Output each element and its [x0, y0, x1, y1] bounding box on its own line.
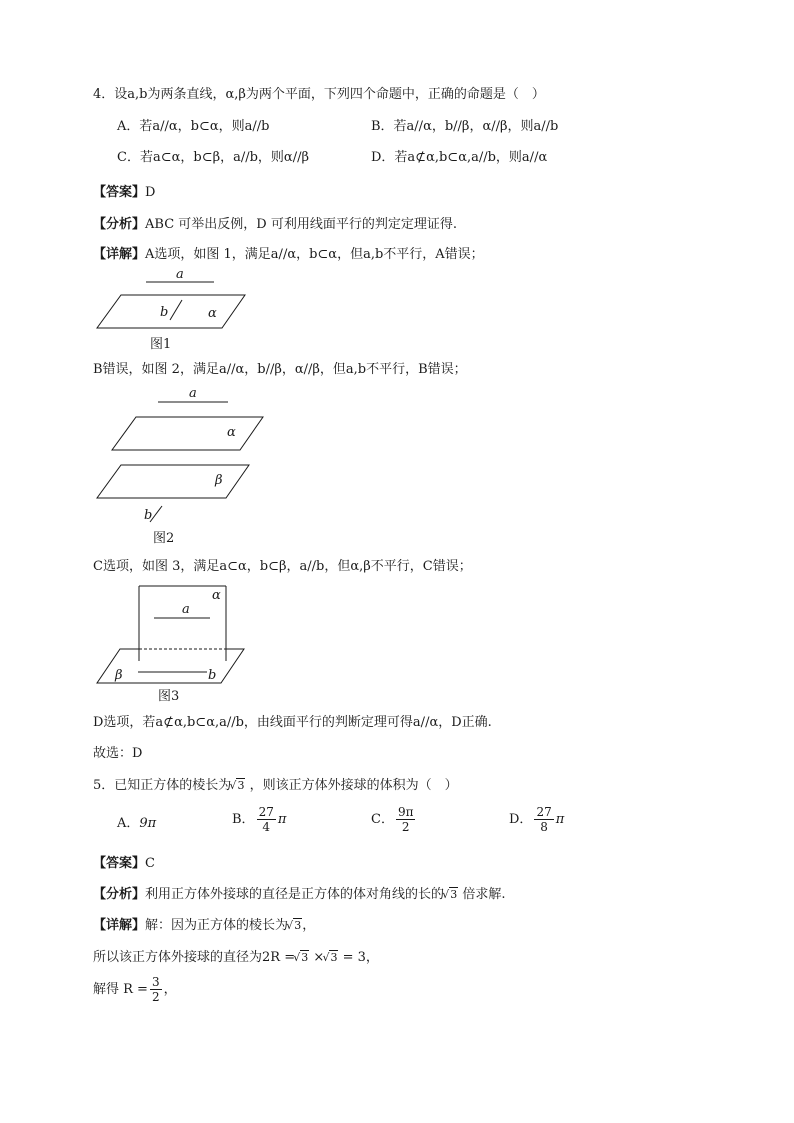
q5-option-c-label: C．: [371, 812, 394, 827]
q5-stem-post: ，则该正方体外接球的体积为（ ）: [249, 778, 458, 793]
analysis-text: ABC 可举出反例，D 可利用线面平行的判定定理证得.: [145, 217, 457, 232]
q5-option-d-num: 27: [536, 805, 552, 819]
q5-line3-den: 2: [151, 990, 160, 1004]
q4-option-b: B．若a//α，b//β，α//β，则a//b: [371, 119, 559, 134]
detail-tag: 【详解】: [93, 247, 146, 262]
answer-value: D: [145, 185, 156, 200]
detail-a-text: A选项，如图 1，满足a//α，b⊂α，但a,b不平行，A错误；: [145, 247, 484, 262]
q5-option-b: [232, 805, 286, 834]
q5-option-b-num: 27: [258, 805, 274, 819]
fig3-caption: 图3: [158, 689, 180, 704]
q5-option-b-suffix: π: [277, 812, 287, 827]
q4-choose: 故选：D: [93, 746, 143, 761]
q5-line2-radical-2: √ 3: [329, 950, 338, 964]
q5-line2-times: ×: [313, 950, 325, 965]
fig2-label-b: b: [144, 508, 153, 523]
fig3-label-alpha: α: [212, 588, 221, 603]
q4-option-d: D．若a⊄α,b⊂α,a//b，则a//α: [371, 150, 548, 165]
fig3-label-b: b: [208, 668, 217, 683]
q5-option-c-den: 2: [401, 820, 410, 834]
q5-option-b-fraction: [257, 805, 276, 834]
q5-line2-pre: 所以该正方体外接球的直径为2R =: [93, 950, 296, 965]
analysis-tag: 【分析】: [93, 217, 146, 232]
fig1-label-a: a: [176, 267, 184, 282]
q4-stem: 4．设a,b为两条直线，α,β为两个平面，下列四个命题中，正确的命题是（ ）: [93, 87, 545, 102]
q5-detail-radical: √ 3: [293, 918, 302, 932]
q4-option-a: A．若a//α，b⊂α，则a//b: [117, 119, 270, 134]
q5-option-a: [117, 815, 156, 833]
q5-option-c-num: 9π: [397, 805, 414, 819]
q5-option-a-value: 9π: [139, 816, 157, 831]
q5-answer-tag: 【答案】: [93, 856, 146, 871]
q5-stem-radical: √ 3: [236, 778, 245, 792]
q5-detail: [93, 917, 315, 935]
fig2-label-alpha: α: [227, 425, 236, 440]
fig1-label-b: b: [160, 305, 169, 320]
q5-option-d-label: D．: [509, 812, 533, 827]
q5-option-b-den: 4: [262, 820, 271, 834]
q5-line3-post: ，: [163, 982, 177, 997]
fig2-label-a: a: [189, 386, 197, 401]
q5-analysis-post: 倍求解.: [462, 887, 506, 902]
q5-detail-pre: 解：因为正方体的棱长为: [145, 918, 289, 933]
q5-option-c-fraction: [396, 805, 416, 834]
q5-option-d: [509, 805, 564, 834]
q5-detail-post: ，: [302, 918, 316, 933]
q5-option-a-label: A．: [117, 816, 140, 831]
fig2-caption: 图2: [153, 531, 175, 546]
q5-option-b-label: B．: [232, 812, 255, 827]
q5-option-d-suffix: π: [555, 812, 565, 827]
fig2-label-beta: β: [215, 473, 223, 488]
q5-line3-num: 3: [151, 975, 160, 989]
fig1-label-alpha: α: [208, 306, 217, 321]
q5-option-d-den: 8: [540, 820, 548, 834]
q5-analysis: [93, 886, 505, 904]
answer-tag: 【答案】: [93, 185, 146, 200]
q5-analysis-tag: 【分析】: [93, 887, 146, 902]
q4-detail-b: B错误，如图 2，满足a//α，b//β，α//β，但a,b不平行，B错误；: [93, 362, 467, 377]
q5-option-c: [371, 805, 417, 834]
q5-option-d-fraction: [534, 805, 553, 834]
q5-line2-radical-1: √ 3: [300, 950, 309, 964]
q4-detail-c: C选项，如图 3，满足a⊂α，b⊂β，a//b，但α,β不平行，C错误；: [93, 559, 472, 574]
q5-detail-tag: 【详解】: [93, 918, 146, 933]
q5-stem-pre: 5．已知正方体的棱长为: [93, 778, 232, 793]
q5-diameter-line: [93, 949, 379, 967]
q5-stem: [93, 777, 458, 795]
q5-radius-line: [93, 975, 177, 1004]
q5-answer-value: C: [145, 856, 155, 871]
q5-answer: [93, 855, 155, 873]
q4-option-c: C．若a⊂α，b⊂β，a//b，则α//β: [117, 150, 309, 165]
q5-analysis-pre: 利用正方体外接球的直径是正方体的体对角线的长的: [145, 887, 445, 902]
q5-line2-post: = 3，: [342, 950, 379, 965]
q5-line3-fraction: [150, 975, 162, 1004]
q5-analysis-radical: √ 3: [449, 887, 458, 901]
fig3-label-beta: β: [115, 668, 123, 683]
fig3-label-a: a: [182, 602, 190, 617]
q5-line3-pre: 解得 R =: [93, 982, 148, 997]
q4-detail-d: D选项，若a⊄α,b⊂α,a//b，由线面平行的判断定理可得a//α，D正确.: [93, 715, 492, 730]
fig1-caption: 图1: [150, 337, 172, 352]
